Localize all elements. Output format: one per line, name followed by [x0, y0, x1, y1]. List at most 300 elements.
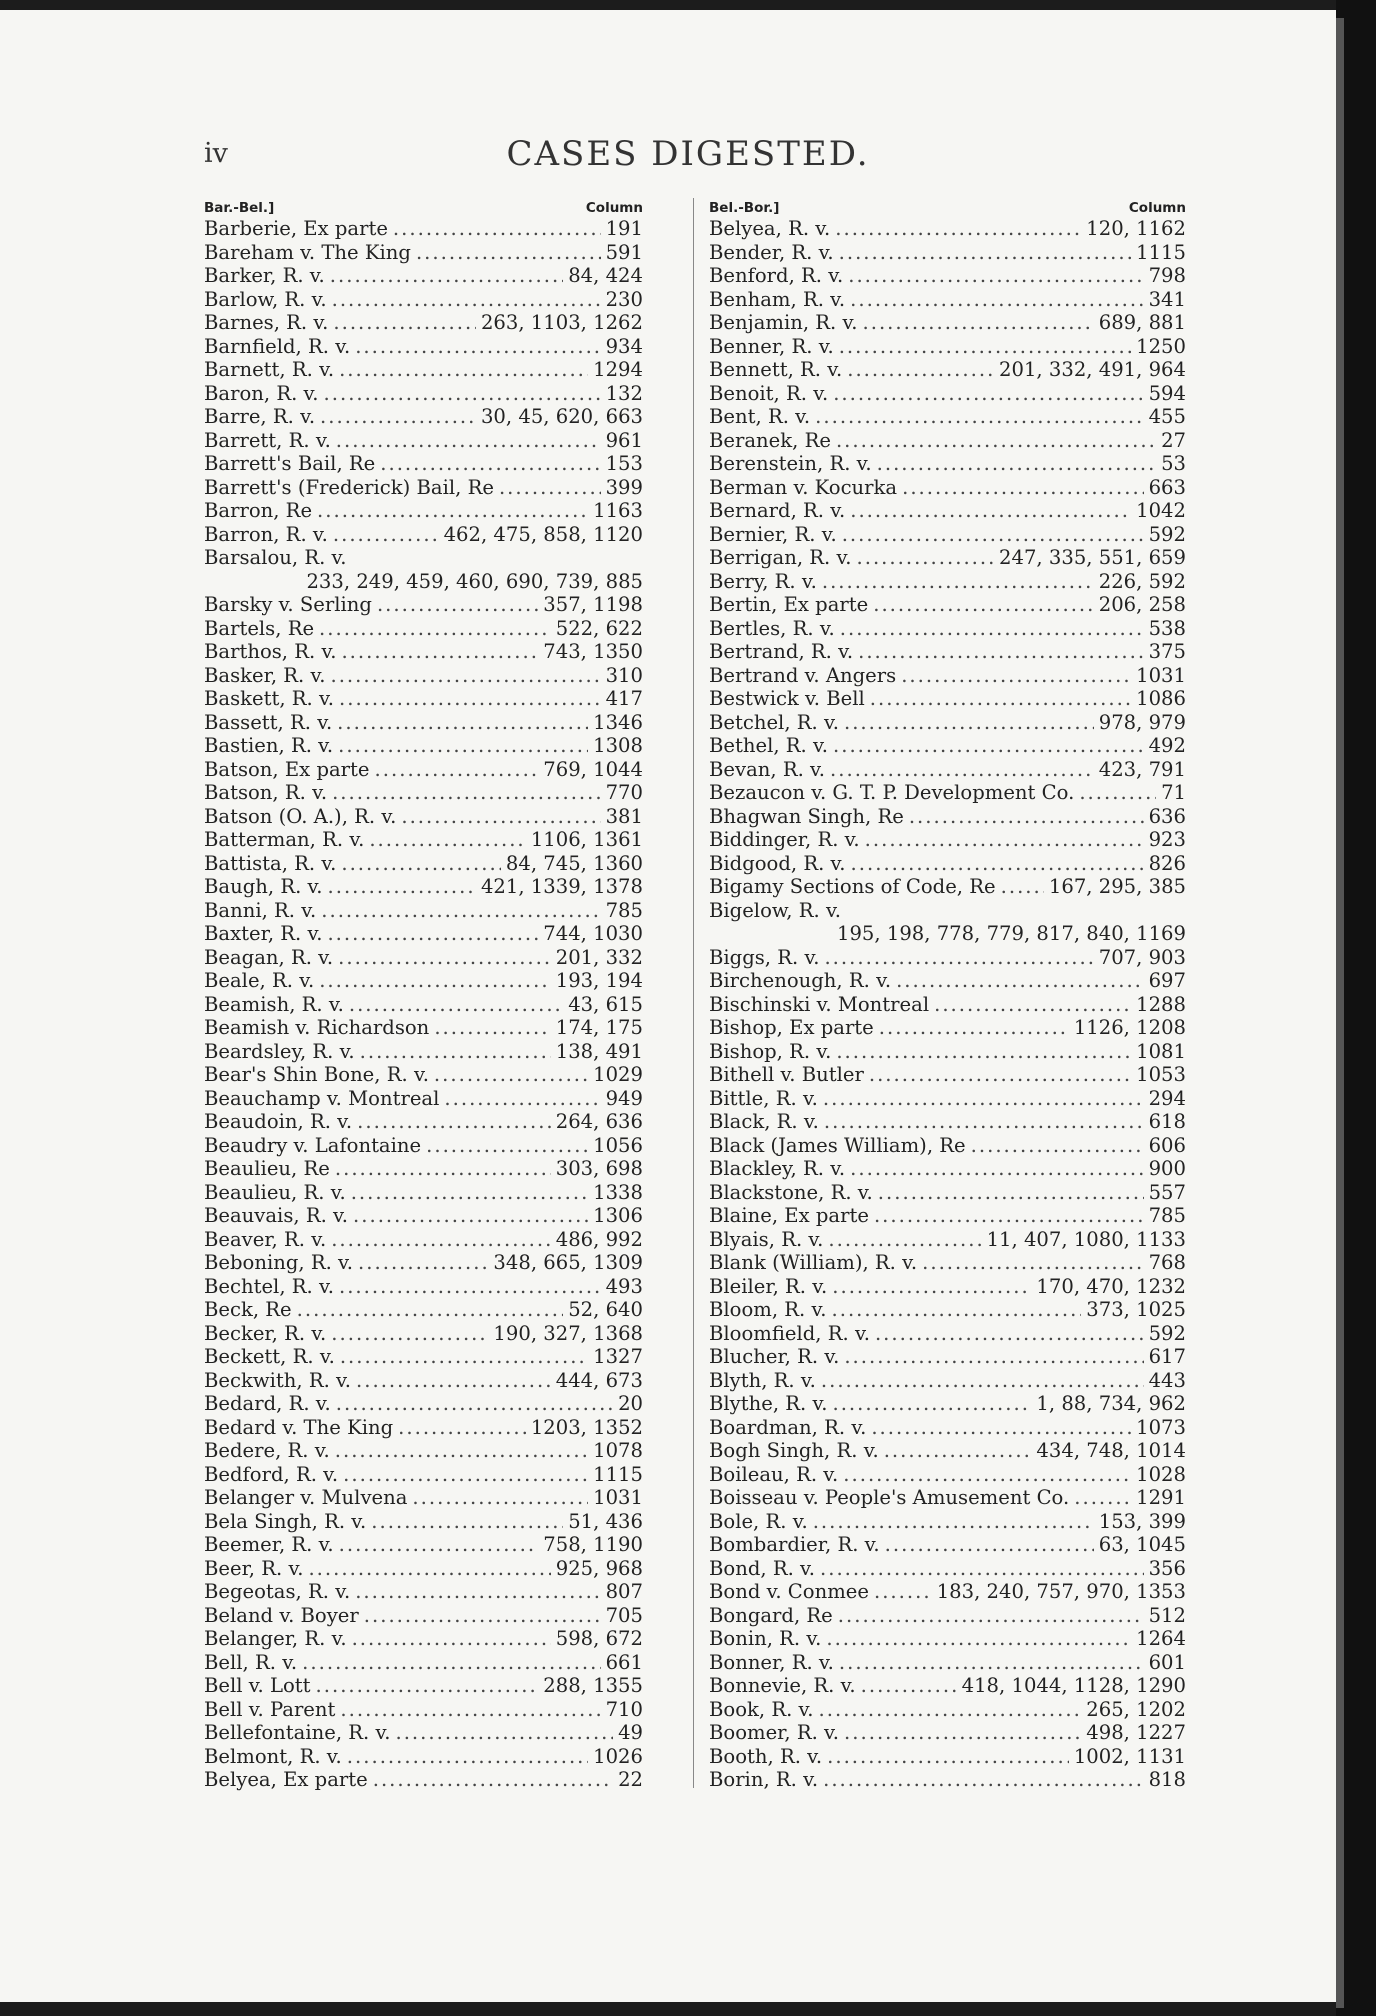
entry-name: Bogh Singh, R. v.	[709, 1439, 879, 1462]
entry-columns: 785	[605, 898, 643, 922]
entry-name: Benjamin, R. v.	[709, 311, 858, 334]
right-entries	[709, 217, 1186, 1792]
entry-name: Bernard, R. v.	[709, 499, 846, 522]
leader-dots	[824, 1110, 1144, 1134]
leader-dots	[353, 1204, 588, 1228]
index-entry	[709, 1439, 1186, 1463]
entry-name: Bastien, R. v.	[204, 734, 334, 757]
leader-dots	[832, 1392, 1031, 1416]
leader-dots	[316, 1674, 539, 1698]
entry-columns: 49	[618, 1721, 643, 1744]
entry-name: Beer, R. v.	[204, 1556, 304, 1580]
index-entry	[709, 899, 1186, 923]
entry-columns: 418, 1044, 1128, 1290	[961, 1674, 1186, 1697]
entry-name: Betchel, R. v.	[709, 710, 839, 734]
entry-columns: 356	[1148, 1556, 1186, 1580]
leader-dots	[340, 1345, 588, 1369]
index-entry	[204, 1275, 643, 1299]
entry-columns: 1288	[1136, 992, 1186, 1016]
entry-name: Banni, R. v.	[204, 898, 317, 922]
entry-columns: 423, 791	[1098, 757, 1186, 781]
index-entry	[709, 546, 1186, 570]
entry-name: Beaulieu, Re	[204, 1157, 330, 1180]
index-entry	[204, 1486, 643, 1510]
leader-dots	[870, 687, 1131, 711]
entry-name: Bonner, R. v.	[709, 1650, 834, 1674]
entry-name: Bhagwan Singh, Re	[709, 804, 904, 828]
entry-columns: 190, 327, 1368	[493, 1321, 643, 1345]
entry-columns: 417	[605, 687, 643, 710]
leader-dots	[847, 358, 994, 382]
entry-columns: 53	[1161, 452, 1186, 475]
entry-columns: 744, 1030	[543, 922, 643, 945]
index-entry	[709, 1651, 1186, 1675]
entry-columns: 381	[605, 804, 643, 828]
leader-dots	[823, 1087, 1144, 1111]
entry-columns: 132	[605, 381, 643, 405]
index-entry	[709, 1580, 1186, 1604]
index-entry	[709, 570, 1186, 594]
entry-name: Bertrand v. Angers	[709, 663, 897, 687]
leader-dots	[884, 1439, 1032, 1463]
entry-name: Bishop, R. v.	[709, 1039, 832, 1063]
entry-columns: 1073	[1136, 1415, 1186, 1439]
index-entry	[204, 711, 643, 735]
entry-name: Barnfield, R. v.	[204, 334, 351, 358]
entry-name: Bond v. Conmee	[709, 1580, 869, 1603]
entry-columns: 1338	[593, 1180, 643, 1204]
leader-dots	[360, 1040, 551, 1064]
entry-columns: 201, 332, 491, 964	[999, 358, 1186, 381]
leader-dots	[373, 1768, 613, 1792]
index-entry	[204, 335, 643, 359]
leader-dots	[336, 1392, 613, 1416]
index-entry	[204, 1063, 643, 1087]
entry-name: Bertles, R. v.	[709, 616, 835, 640]
entry-columns: 71	[1161, 781, 1186, 804]
entry-columns: 421, 1339, 1378	[480, 875, 643, 898]
leader-dots	[340, 1698, 600, 1722]
leader-dots	[434, 1016, 550, 1040]
entry-name: Bongard, Re	[709, 1603, 833, 1627]
entry-columns: 84, 745, 1360	[505, 851, 643, 875]
entry-name: Bonin, R. v.	[709, 1627, 822, 1650]
entry-name: Bigelow, R. v.	[709, 898, 841, 922]
entry-columns: 444, 673	[555, 1368, 643, 1392]
entry-name: Beaudry v. Lafontaine	[204, 1133, 422, 1157]
leader-dots	[375, 758, 539, 782]
leader-dots	[341, 852, 501, 876]
entry-columns: 769, 1044	[543, 757, 643, 781]
index-entry	[709, 1674, 1186, 1698]
index-entry	[204, 1392, 643, 1416]
entry-name: Beauchamp v. Montreal	[204, 1086, 440, 1110]
leader-dots	[395, 1721, 613, 1745]
index-entry	[204, 1510, 643, 1534]
leader-dots	[819, 1698, 1082, 1722]
entry-name: Barberie, Ex parte	[204, 217, 388, 240]
entry-columns: 193, 194	[555, 969, 643, 992]
index-entry	[204, 1651, 643, 1675]
entry-columns: 1056	[593, 1133, 643, 1157]
entry-columns: 1002, 1131	[1073, 1744, 1186, 1768]
entry-columns: 1126, 1208	[1073, 1016, 1186, 1039]
entry-name: Barnett, R. v.	[204, 358, 335, 381]
entry-columns: 598, 672	[555, 1627, 643, 1650]
leader-dots	[416, 241, 601, 265]
leader-dots	[901, 664, 1131, 688]
left-column	[204, 194, 643, 1792]
entry-columns: 462, 475, 858, 1120	[443, 522, 643, 546]
index-entry	[204, 1416, 643, 1440]
leader-dots	[828, 1228, 981, 1252]
leader-dots	[862, 311, 1093, 335]
index-entry	[204, 1698, 643, 1722]
leader-dots	[339, 358, 588, 382]
entry-name: Barthos, R. v.	[204, 640, 337, 663]
entry-columns: 265, 1202	[1086, 1697, 1186, 1721]
entry-name: Bestwick v. Bell	[709, 687, 865, 710]
leader-dots	[874, 1580, 932, 1604]
leader-dots	[822, 570, 1094, 594]
entry-columns: 661	[605, 1650, 643, 1674]
left-entries	[204, 217, 643, 1792]
index-entry	[204, 523, 643, 547]
leader-dots	[909, 805, 1144, 829]
entry-name: Borin, R. v.	[709, 1768, 819, 1791]
leader-dots	[934, 993, 1131, 1017]
entry-columns: 341	[1148, 287, 1186, 311]
entry-name: Bernier, R. v.	[709, 522, 837, 546]
leader-dots	[377, 593, 538, 617]
index-entry	[204, 1228, 643, 1252]
leader-dots	[335, 1439, 588, 1463]
leader-dots	[357, 1110, 551, 1134]
index-entry	[204, 1557, 643, 1581]
entry-columns: 303, 698	[555, 1157, 643, 1180]
leader-dots	[308, 1557, 550, 1581]
entry-name: Biddinger, R. v.	[709, 828, 860, 851]
entry-name: Bender, R. v.	[709, 240, 834, 264]
entry-columns: 900	[1148, 1157, 1186, 1180]
index-entry	[709, 1369, 1186, 1393]
entry-columns: 399	[605, 475, 643, 499]
entry-name: Blyth, R. v.	[709, 1368, 816, 1392]
index-entry	[204, 546, 643, 570]
entry-name: Bedard v. The King	[204, 1415, 394, 1439]
leader-dots	[327, 922, 538, 946]
leader-dots	[330, 664, 600, 688]
index-entry	[204, 1580, 643, 1604]
entry-name: Bonnevie, R. v.	[709, 1674, 856, 1697]
right-column-label: Column	[1128, 200, 1186, 216]
entry-columns: 30, 45, 620, 663	[480, 405, 643, 428]
entry-name: Bent, R. v.	[709, 405, 811, 428]
index-entry	[709, 1745, 1186, 1769]
entry-name: Bareham v. The King	[204, 240, 411, 264]
leader-dots	[355, 335, 600, 359]
index-entry	[204, 429, 643, 453]
entry-columns: 375	[1148, 640, 1186, 663]
index-entry	[709, 429, 1186, 453]
index-entry	[204, 664, 643, 688]
leader-dots	[826, 1627, 1131, 1651]
entry-columns: 591	[605, 240, 643, 264]
index-entry	[709, 1298, 1186, 1322]
leader-dots	[815, 405, 1143, 429]
index-entry	[204, 593, 643, 617]
index-entry	[709, 1392, 1186, 1416]
entry-name: Bevan, R. v.	[709, 757, 826, 781]
entry-columns: 11, 407, 1080, 1133	[986, 1227, 1186, 1251]
entry-name: Barker, R. v.	[204, 264, 325, 287]
entry-name: Barre, R. v.	[204, 405, 316, 428]
entry-columns: 617	[1148, 1345, 1186, 1368]
entry-name: Biggs, R. v.	[709, 945, 820, 969]
entry-name: Beamish, R. v.	[204, 992, 344, 1016]
entry-name: Bole, R. v.	[709, 1509, 808, 1533]
index-entry	[204, 452, 643, 476]
entry-columns: 1291	[1136, 1486, 1186, 1509]
entry-name: Beagan, R. v.	[204, 945, 334, 969]
entry-columns: 978, 979	[1098, 710, 1186, 734]
leader-dots	[337, 711, 588, 735]
entry-columns: 170, 470, 1232	[1036, 1274, 1186, 1298]
entry-columns: 52, 640	[568, 1298, 643, 1321]
index-entry	[709, 1322, 1186, 1346]
entry-name: Baxter, R. v.	[204, 922, 323, 945]
leader-dots	[393, 217, 601, 241]
leader-dots	[338, 946, 551, 970]
leader-dots	[336, 429, 601, 453]
entry-columns: 770	[605, 781, 643, 804]
entry-name: Barrett's Bail, Re	[204, 452, 376, 475]
entry-columns: 710	[605, 1697, 643, 1721]
entry-columns: 1031	[1136, 663, 1186, 687]
leader-dots	[335, 1157, 551, 1181]
entry-name: Belyea, Ex parte	[204, 1768, 368, 1791]
entry-name: Beale, R. v.	[204, 969, 315, 992]
entry-name: Bleiler, R. v.	[709, 1274, 828, 1298]
index-entry	[204, 358, 643, 382]
entry-name: Boisseau v. People's Amusement Co.	[709, 1486, 1070, 1509]
leader-dots	[971, 1134, 1144, 1158]
index-entry	[204, 734, 643, 758]
index-entry	[204, 946, 643, 970]
index-entry	[204, 1298, 643, 1322]
entry-columns: 84, 424	[568, 264, 643, 287]
index-entry	[204, 640, 643, 664]
index-entry	[709, 711, 1186, 735]
leader-dots	[371, 1510, 563, 1534]
entry-columns: 1031	[593, 1486, 643, 1509]
index-entry	[204, 1627, 643, 1651]
leader-dots	[875, 1322, 1144, 1346]
index-entry	[204, 1463, 643, 1487]
entry-columns: 373, 1025	[1086, 1298, 1186, 1321]
entry-columns: 949	[605, 1086, 643, 1110]
entry-columns: 743, 1350	[543, 640, 643, 663]
entry-name: Batson, Ex parte	[204, 757, 370, 781]
index-entry	[709, 217, 1186, 241]
entry-columns: 357, 1198	[543, 593, 643, 616]
entry-name: Belanger v. Mulvena	[204, 1486, 408, 1509]
leader-dots	[297, 1298, 564, 1322]
index-entry	[204, 1439, 643, 1463]
leader-dots	[321, 899, 600, 923]
leader-dots	[874, 1204, 1144, 1228]
leader-dots	[877, 452, 1156, 476]
index-entry	[204, 781, 643, 805]
index-entry	[709, 358, 1186, 382]
index-entry	[709, 1204, 1186, 1228]
entry-name: Bassett, R. v.	[204, 710, 333, 734]
entry-name: Bechtel, R. v.	[204, 1274, 334, 1298]
index-entry	[709, 946, 1186, 970]
entry-name: Beckwith, R. v.	[204, 1368, 352, 1392]
index-entry	[204, 687, 643, 711]
entry-columns: 492	[1148, 734, 1186, 757]
entry-name: Booth, R. v.	[709, 1744, 823, 1768]
leader-dots	[858, 640, 1144, 664]
entry-name: Boileau, R. v.	[709, 1462, 839, 1486]
index-entry	[709, 781, 1186, 805]
entry-name: Bela Singh, R. v.	[204, 1509, 367, 1533]
entry-columns: 183, 240, 757, 970, 1353	[936, 1580, 1186, 1603]
entry-name: Birchenough, R. v.	[709, 969, 892, 992]
index-entry	[204, 875, 643, 899]
leader-dots	[813, 1510, 1094, 1534]
index-entry	[204, 1533, 643, 1557]
entry-name: Bedere, R. v.	[204, 1439, 330, 1462]
left-column-label: Column	[585, 200, 643, 216]
entry-name: Blackley, R. v.	[709, 1157, 846, 1180]
entry-columns: 1203, 1352	[530, 1415, 643, 1439]
entry-name: Begeotas, R. v.	[204, 1580, 351, 1603]
entry-columns: 247, 335, 551, 659	[999, 546, 1186, 569]
entry-columns: 226, 592	[1098, 569, 1186, 593]
entry-name: Bischinski v. Montreal	[709, 992, 930, 1016]
entry-name: Bithell v. Butler	[709, 1063, 864, 1086]
leader-dots	[839, 1651, 1144, 1675]
entry-name: Bishop, Ex parte	[709, 1016, 874, 1039]
leader-dots	[824, 946, 1093, 970]
leader-dots	[839, 241, 1132, 265]
entry-columns: 1115	[1136, 240, 1186, 264]
entry-name: Barnes, R. v.	[204, 311, 329, 334]
leader-dots	[865, 828, 1144, 852]
entry-name: Beranek, Re	[709, 428, 831, 452]
index-entry	[204, 1322, 643, 1346]
leader-dots	[380, 452, 600, 476]
index-entry	[709, 1416, 1186, 1440]
entry-name: Barlow, R. v.	[204, 287, 327, 311]
entry-name: Benner, R. v.	[709, 334, 834, 358]
leader-dots	[843, 1463, 1131, 1487]
leader-dots	[358, 1251, 488, 1275]
entry-columns: 288, 1355	[543, 1674, 643, 1697]
leader-dots	[333, 311, 476, 335]
leader-dots	[364, 1604, 601, 1628]
index-entry	[709, 335, 1186, 359]
leader-dots	[401, 805, 600, 829]
entry-columns: 601	[1148, 1650, 1186, 1674]
index-entry	[709, 1768, 1186, 1792]
entry-name: Bellefontaine, R. v.	[204, 1721, 391, 1744]
index-entry	[204, 1768, 643, 1792]
entry-columns: 51, 436	[568, 1509, 643, 1533]
index-entry	[709, 593, 1186, 617]
index-entry	[204, 1134, 643, 1158]
entry-columns: 434, 748, 1014	[1036, 1439, 1186, 1462]
entry-columns: 1028	[1136, 1462, 1186, 1486]
index-entry	[204, 241, 643, 265]
entry-name: Bigamy Sections of Code, Re	[709, 875, 996, 898]
leader-dots	[869, 1063, 1131, 1087]
entry-name: Baugh, R. v.	[204, 875, 323, 898]
entry-columns: 606	[1148, 1133, 1186, 1157]
leader-dots	[331, 1322, 488, 1346]
page-fold	[1336, 18, 1344, 2008]
leader-dots	[1001, 875, 1044, 899]
index-entry	[204, 499, 643, 523]
entry-name: Basker, R. v.	[204, 663, 326, 687]
entry-columns: 498, 1227	[1086, 1721, 1186, 1744]
index-entry	[709, 311, 1186, 335]
entry-name: Bethel, R. v.	[709, 734, 828, 757]
entry-columns: 663	[1148, 475, 1186, 499]
leader-dots	[412, 1486, 588, 1510]
index-entry	[709, 452, 1186, 476]
leader-dots	[324, 382, 601, 406]
entry-columns: 493	[605, 1274, 643, 1298]
entry-columns: 785	[1148, 1204, 1186, 1227]
entry-name: Battista, R. v.	[204, 851, 337, 875]
entry-name: Book, R. v.	[709, 1697, 814, 1721]
index-entry	[204, 758, 643, 782]
leader-dots	[842, 523, 1144, 547]
entry-name: Black (James William), Re	[709, 1133, 966, 1157]
entry-columns: 1306	[593, 1204, 643, 1227]
index-entry	[709, 1510, 1186, 1534]
entry-name: Berrigan, R. v.	[709, 546, 852, 569]
entry-columns: 705	[605, 1603, 643, 1627]
entry-columns: 818	[1148, 1768, 1186, 1791]
index-entry	[709, 852, 1186, 876]
entry-columns: 22	[618, 1768, 643, 1791]
leader-dots	[856, 546, 994, 570]
leader-dots	[830, 758, 1094, 782]
leader-dots	[319, 969, 551, 993]
leader-dots	[320, 405, 476, 429]
entry-name: Bezaucon v. G. T. P. Development Co.	[709, 781, 1075, 804]
entry-columns: 1346	[593, 710, 643, 734]
index-entry	[709, 617, 1186, 641]
index-entry	[709, 1087, 1186, 1111]
index-entry	[204, 1251, 643, 1275]
leader-dots	[356, 1369, 551, 1393]
index-entry	[204, 899, 643, 923]
leader-dots	[351, 1181, 588, 1205]
page-edge	[1336, 0, 1376, 2016]
entry-columns: 294	[1148, 1086, 1186, 1110]
entry-columns: 592	[1148, 1321, 1186, 1345]
entry-columns: 798	[1148, 264, 1186, 287]
index-entry	[204, 405, 643, 429]
index-entry	[204, 922, 643, 946]
leader-dots	[873, 593, 1094, 617]
entry-columns-continued: 195, 198, 778, 779, 817, 840, 1169	[837, 922, 1186, 945]
